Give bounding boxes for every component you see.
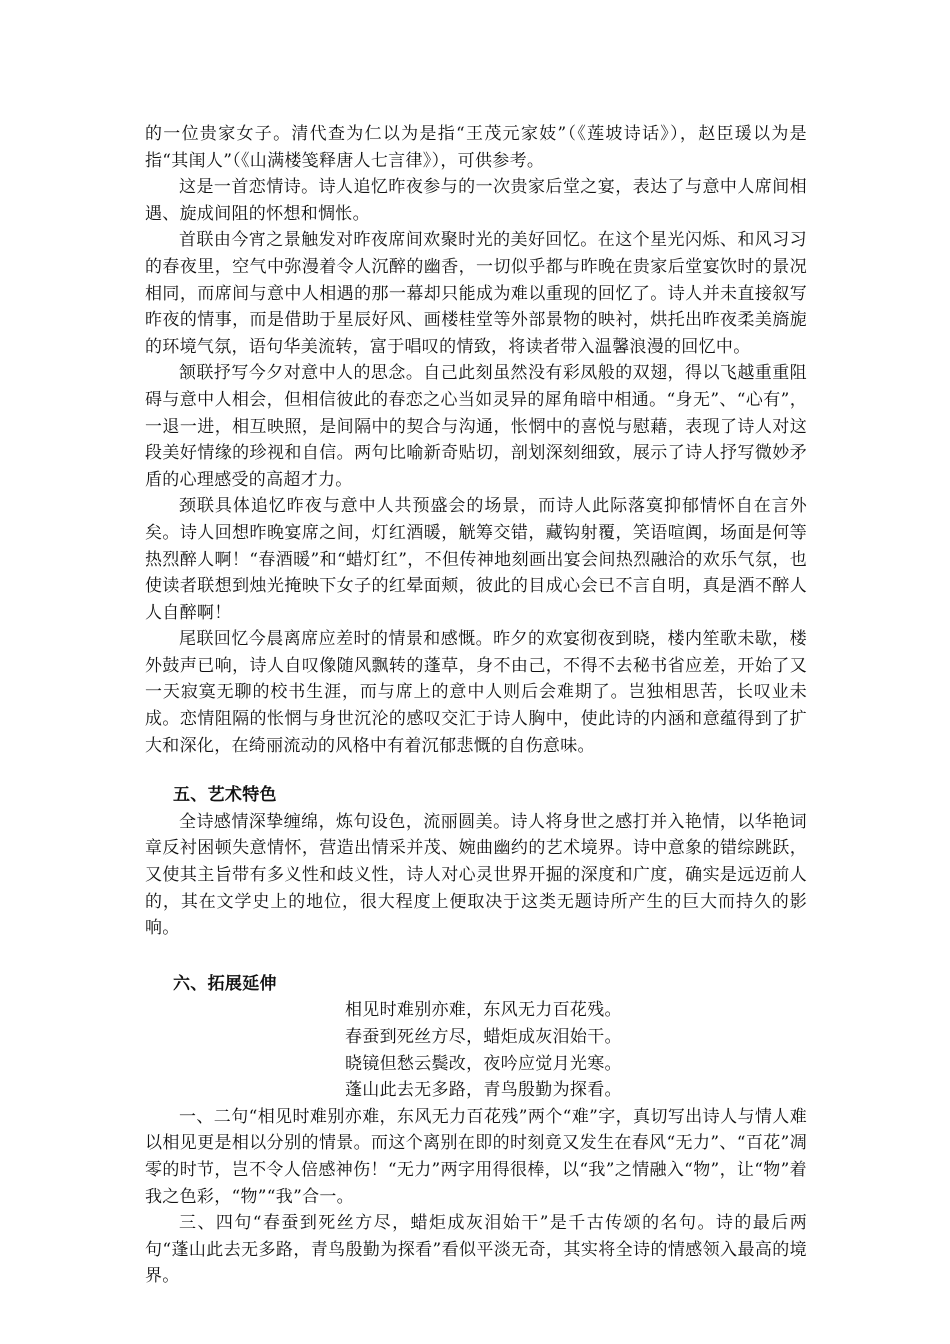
- paragraph-art-features: 全诗感情深挚缠绵，炼句设色，流丽圆美。诗人将身世之感打并入艳情，以华艳词章反衬困顿失意情怀，营造出情采并茂、婉曲幽约的艺术境界。诗中意象的错综跳跃，又使其主旨带有多义性和歧义性，诗人对心灵世界开掘的深度和广度，确实是远迈前人的，其在文学史上的地位，很大程度上便取决于这类无题诗所产生的巨大而持久的影响。: [145, 811, 807, 939]
- paragraph-continuation: 的一位贵家女子。清代查为仁以为是指“王茂元家妓”（《莲坡诗话》），赵臣瑗以为是指“其闺人”（《山满楼笺释唐人七言律》），可供参考。: [145, 124, 807, 171]
- poem-block: [145, 997, 807, 1103]
- paragraph-first-couplet: 首联由今宵之景触发对昨夜席间欢聚时光的美好回忆。在这个星光闪烁、和风习习的春夜里，空气中弥漫着令人沉醉的幽香，一切似乎都与昨晚在贵家后堂宴饮时的景况相同，而席间与意中人相遇的那一幕却只能成为难以重现的回忆了。诗人并未直接叙写昨夜的情事，而是借助于星辰好风、画楼桂堂等外部景物的映衬，烘托出昨夜柔美旖旎的环境气氛，语句华美流转，富于唱叹的情致，将读者带入温馨浪漫的回忆中。: [145, 230, 807, 357]
- paragraph-second-couplet: 颔联抒写今夕对意中人的思念。自己此刻虽然没有彩凤般的双翅，得以飞越重重阻碍与意中人相会，但相信彼此的春恋之心当如灵异的犀角暗中相通。“身无”、“心有”，一退一进，相互映照，是间隔中的契合与沟通，怅惘中的喜悦与慰藉，表现了诗人对这段美好情缘的珍视和自信。两句比喻新奇贴切，剖划深刻细致，展示了诗人抒写微妙矛盾的心理感受的高超才力。: [145, 363, 807, 490]
- poem-line: 春蚕到死丝方尽，蜡炬成灰泪始干。: [345, 1027, 622, 1047]
- paragraph-theme: 这是一首恋情诗。诗人追忆昨夜参与的一次贵家后堂之宴，表达了与意中人席间相遇、旋成间阻的怀想和惆怅。: [145, 177, 807, 224]
- section-heading-art-features: 五、艺术特色: [173, 785, 277, 806]
- poem-line: 蓬山此去无多路，青鸟殷勤为探看。: [345, 1080, 622, 1101]
- poem-line: 晓镜但愁云鬓改，夜吟应觉月光寒。: [345, 1053, 622, 1074]
- paragraph-third-couplet: 颈联具体追忆昨夜与意中人共预盛会的场景，而诗人此际落寞抑郁情怀自在言外矣。诗人回想昨晚宴席之间，灯红酒暖，觥筹交错，藏钩射覆，笑语喧阗，场面是何等热烈醉人啊！“春酒暖”和“蜡灯红”，不但传神地刻画出宴会间热烈融洽的欢乐气氛，也使读者联想到烛光掩映下女子的红晕面颊，彼此的目成心会已不言自明，真是酒不醉人人自醉啊！: [145, 496, 807, 623]
- paragraph-final-couplet: 尾联回忆今晨离席应差时的情景和感慨。昨夕的欢宴彻夜到晓，楼内笙歌未歇，楼外鼓声已响，诗人自叹像随风飘转的蓬草，身不由己，不得不去秘书省应差，开始了又一天寂寞无聊的校书生涯，而与席上的意中人则后会难期了。岂独相思苦，长叹业未成。恋情阻隔的怅惘与身世沉沦的感叹交汇于诗人胸中，使此诗的内涵和意蕴得到了扩大和深化，在绮丽流动的风格中有着沉郁悲慨的自伤意味。: [145, 629, 807, 756]
- section-heading-extension: 六、拓展延伸: [173, 973, 277, 994]
- paragraph-poem-analysis-2: 三、四句“春蚕到死丝方尽，蜡炬成灰泪始干”是千古传颂的名句。诗的最后两句“蓬山此去无多路，青鸟殷勤为探看”看似平淡无奇，其实将全诗的情感领入最高的境界。: [145, 1213, 807, 1287]
- paragraph-poem-analysis-1: 一、二句“相见时难别亦难，东风无力百花残”两个“难”字，真切写出诗人与情人难以相见更是相以分别的情景。而这个离别在即的时刻竟又发生在春风“无力”、“百花”凋零的时节，岂不令人倍感神伤！“无力”两字用得很棒，以“我”之情融入“物”，让“物”着我之色彩，“物”“我”合一。: [145, 1106, 807, 1207]
- document-page: [145, 121, 807, 1290]
- poem-line: 相见时难别亦难，东风无力百花残。: [345, 1000, 622, 1021]
